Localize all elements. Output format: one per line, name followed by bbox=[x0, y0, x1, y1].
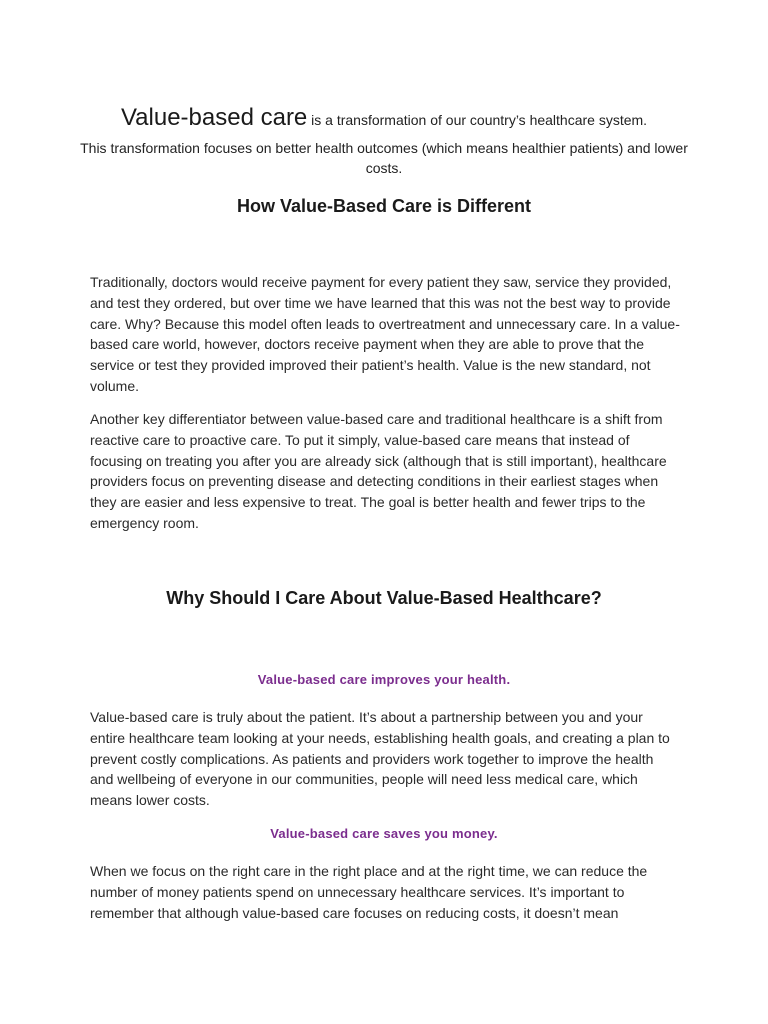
paragraph-how-1: Traditionally, doctors would receive payment for every patient they saw, service they provided, and test they ordered, but over time we have learned that this was not the best way to provide care. Why? Because this model often leads to overtreatment and unnecessary care. In a value-based care world, however, doctors receive payment when they are able to prove that the service or test they provided improved their patient’s health. Value is the new standard, not volume. bbox=[90, 274, 680, 394]
intro-title-emphasis: Value-based care bbox=[120, 104, 308, 131]
intro-title-rest: is a transformation of our country’s healthcare system. bbox=[307, 112, 648, 128]
section-heading-how: How Value-Based Care is Different bbox=[236, 196, 532, 216]
intro-title bbox=[80, 102, 688, 136]
section-heading-why: Why Should I Care About Value-Based Healthcare? bbox=[166, 588, 602, 608]
paragraph-saves-money: When we focus on the right care in the right place and at the right time, we can reduce the number of money patients spend on unnecessary healthcare services. It’s important to remember that although value-based care focuses on reducing costs, it doesn’t mean bbox=[90, 863, 648, 921]
paragraph-improves-health: Value-based care is truly about the patient. It’s about a partnership between you and your entire healthcare team looking at your needs, establishing health goals, and creating a plan to prevent costly complications. As patients and providers work together to improve the health and wellbeing of everyone in our communities, people will need less medical care, which means lower costs. bbox=[90, 709, 670, 809]
paragraph-how-2: Another key differentiator between value-based care and traditional healthcare is a shift from reactive care to proactive care. To put it simply, value-based care means that instead of focusing on treating you after you are already sick (although that is still important), healthcare providers focus on preventing disease and detecting conditions in their earliest stages when they are easier and less expensive to treat. The goal is better health and fewer trips to the emergency room. bbox=[90, 411, 667, 531]
intro-subtitle: This transformation focuses on better health outcomes (which means healthier patients) and lower costs. bbox=[80, 140, 688, 176]
subheading-saves-money: Value-based care saves you money. bbox=[270, 826, 498, 841]
subheading-improves-health: Value-based care improves your health. bbox=[257, 672, 511, 687]
